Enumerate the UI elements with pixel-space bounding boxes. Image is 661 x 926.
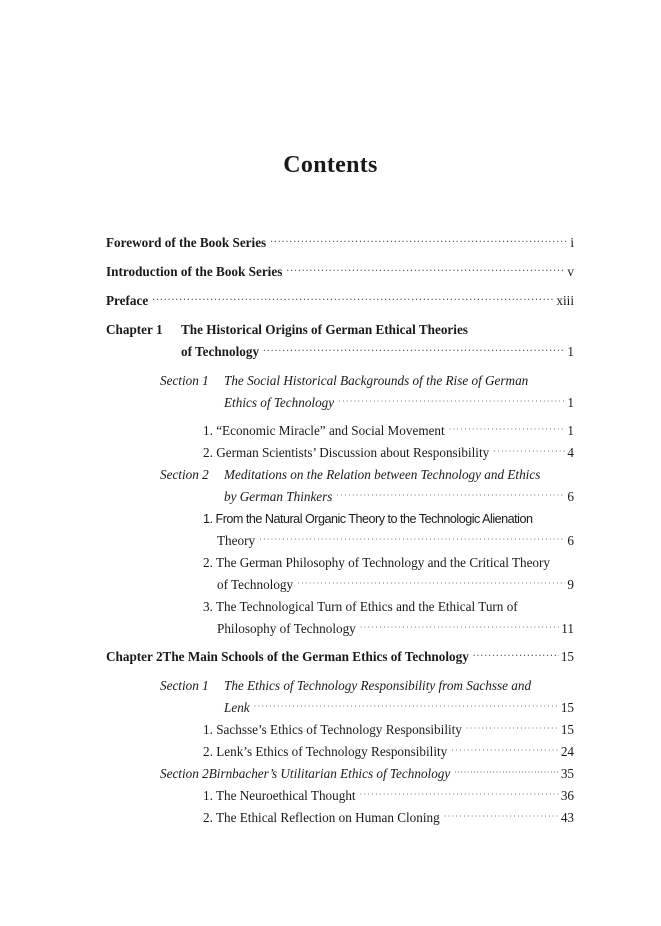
toc-ch2-section-1-heading[interactable]: [160, 677, 574, 695]
toc-label: Foreword of the Book Series: [106, 235, 267, 250]
leader-dots: [493, 443, 565, 461]
toc-page: 1: [567, 395, 574, 410]
toc-page: 43: [560, 810, 574, 825]
toc-ch1-s2-item-1[interactable]: [217, 532, 574, 550]
chapter-title-cont: of Technology: [181, 344, 260, 359]
leader-dots: [444, 808, 559, 826]
toc-label: 3. The Technological Turn of Ethics and the Ethical Turn of: [203, 599, 518, 614]
toc-entry-foreword[interactable]: [106, 234, 574, 252]
toc-label: 2. Lenk’s Ethics of Technology Responsibility: [203, 744, 448, 759]
toc-page: 6: [567, 489, 574, 504]
toc-page: 35: [560, 766, 574, 781]
leader-dots: [286, 262, 565, 280]
toc-entry-preface[interactable]: [106, 292, 574, 310]
toc-ch1-section-1[interactable]: [224, 394, 574, 412]
toc-page: 1: [567, 344, 574, 359]
leader-dots: [454, 764, 559, 782]
toc-ch1-section-2-heading[interactable]: [160, 466, 574, 484]
leader-dots: [254, 698, 559, 716]
toc-ch2-s1-item-2[interactable]: [203, 743, 574, 761]
toc-label: 1. The Neuroethical Thought: [203, 788, 356, 803]
leader-dots: [360, 786, 559, 804]
section-title-cont: Lenk: [224, 700, 250, 715]
toc-ch1-s1-item-1[interactable]: [203, 422, 574, 440]
section-label: Section 1: [160, 678, 209, 693]
leader-dots: [466, 720, 559, 738]
toc-chapter-1[interactable]: [181, 343, 574, 361]
toc-page: 15: [560, 649, 574, 664]
toc-ch2-s1-item-1[interactable]: [203, 721, 574, 739]
toc-label: Introduction of the Book Series: [106, 264, 283, 279]
toc-ch1-s2-item-3-line1[interactable]: [203, 598, 574, 616]
leader-dots: [297, 575, 565, 593]
toc-ch2-section-1[interactable]: [224, 699, 574, 717]
toc-page: 4: [567, 445, 574, 460]
toc-ch2-section-2[interactable]: [160, 765, 574, 783]
section-title: Birnbacher’s Utilitarian Ethics of Technology: [208, 766, 451, 781]
leader-dots: [338, 393, 565, 411]
toc-chapter-2[interactable]: [106, 648, 574, 666]
leader-dots: [360, 619, 560, 637]
toc-ch1-s2-item-2-line1[interactable]: [203, 554, 574, 572]
toc-entry-introduction[interactable]: [106, 263, 574, 281]
toc-page: 9: [567, 577, 574, 592]
toc-label-cont: of Technology: [217, 577, 294, 592]
leader-dots: [259, 531, 565, 549]
toc-page: i: [570, 235, 574, 250]
leader-dots: [152, 291, 554, 309]
leader-dots: [270, 233, 568, 251]
section-title-cont: by German Thinkers: [224, 489, 333, 504]
section-title: Meditations on the Relation between Technology and Ethics: [224, 467, 541, 482]
section-label: Section 2: [160, 766, 209, 781]
toc-label-cont: Theory: [217, 533, 256, 548]
page-title: Contents: [283, 152, 378, 178]
chapter-title: The Historical Origins of German Ethical Theories: [181, 322, 468, 337]
toc-page: 11: [561, 621, 574, 636]
toc-page: xiii: [556, 293, 574, 308]
section-title: The Ethics of Technology Responsibility from Sachsse and: [224, 678, 532, 693]
toc-ch1-section-2[interactable]: [224, 488, 574, 506]
toc-label-cont: Philosophy of Technology: [217, 621, 356, 636]
toc-ch1-section-1-heading[interactable]: [160, 372, 574, 390]
toc-page: 15: [560, 722, 574, 737]
toc-ch1-s2-item-3[interactable]: [217, 620, 574, 638]
section-title: The Social Historical Backgrounds of the Rise of German: [224, 373, 529, 388]
toc-page: 15: [560, 700, 574, 715]
toc-page: 6: [567, 533, 574, 548]
toc-ch1-s1-item-2[interactable]: [203, 444, 574, 462]
toc-label: 2. German Scientists’ Discussion about Responsibility: [203, 445, 490, 460]
chapter-label: Chapter 1: [106, 322, 163, 337]
toc-label: 2. The Ethical Reflection on Human Cloning: [203, 810, 440, 825]
toc-label: 1. Sachsse’s Ethics of Technology Responsibility: [203, 722, 462, 737]
leader-dots: [336, 487, 565, 505]
toc-ch1-s2-item-1-line1[interactable]: [203, 510, 574, 528]
toc-page: v: [567, 264, 574, 279]
toc-ch1-s2-item-2[interactable]: [217, 576, 574, 594]
leader-dots: [451, 742, 559, 760]
toc-ch2-s2-item-2[interactable]: [203, 809, 574, 827]
toc-page: 36: [560, 788, 574, 803]
leader-dots: [473, 647, 559, 665]
toc-label: Preface: [106, 293, 149, 308]
leader-dots: [449, 421, 566, 439]
toc-page: 24: [560, 744, 574, 759]
section-label: Section 1: [160, 373, 209, 388]
toc-label: 1. “Economic Miracle” and Social Movement: [203, 423, 445, 438]
section-title-cont: Ethics of Technology: [224, 395, 335, 410]
leader-dots: [263, 342, 565, 360]
toc-ch2-s2-item-1[interactable]: [203, 787, 574, 805]
toc-label: 2. The German Philosophy of Technology and the Critical Theory: [203, 555, 551, 570]
toc-chapter-1-heading[interactable]: [106, 321, 574, 339]
chapter-label: Chapter 2: [106, 649, 163, 664]
section-label: Section 2: [160, 467, 209, 482]
toc-label: 1. From the Natural Organic Theory to the Technologic Alienation: [203, 512, 533, 526]
toc-page: 1: [567, 423, 574, 438]
chapter-title: The Main Schools of the German Ethics of Technology: [162, 649, 469, 664]
